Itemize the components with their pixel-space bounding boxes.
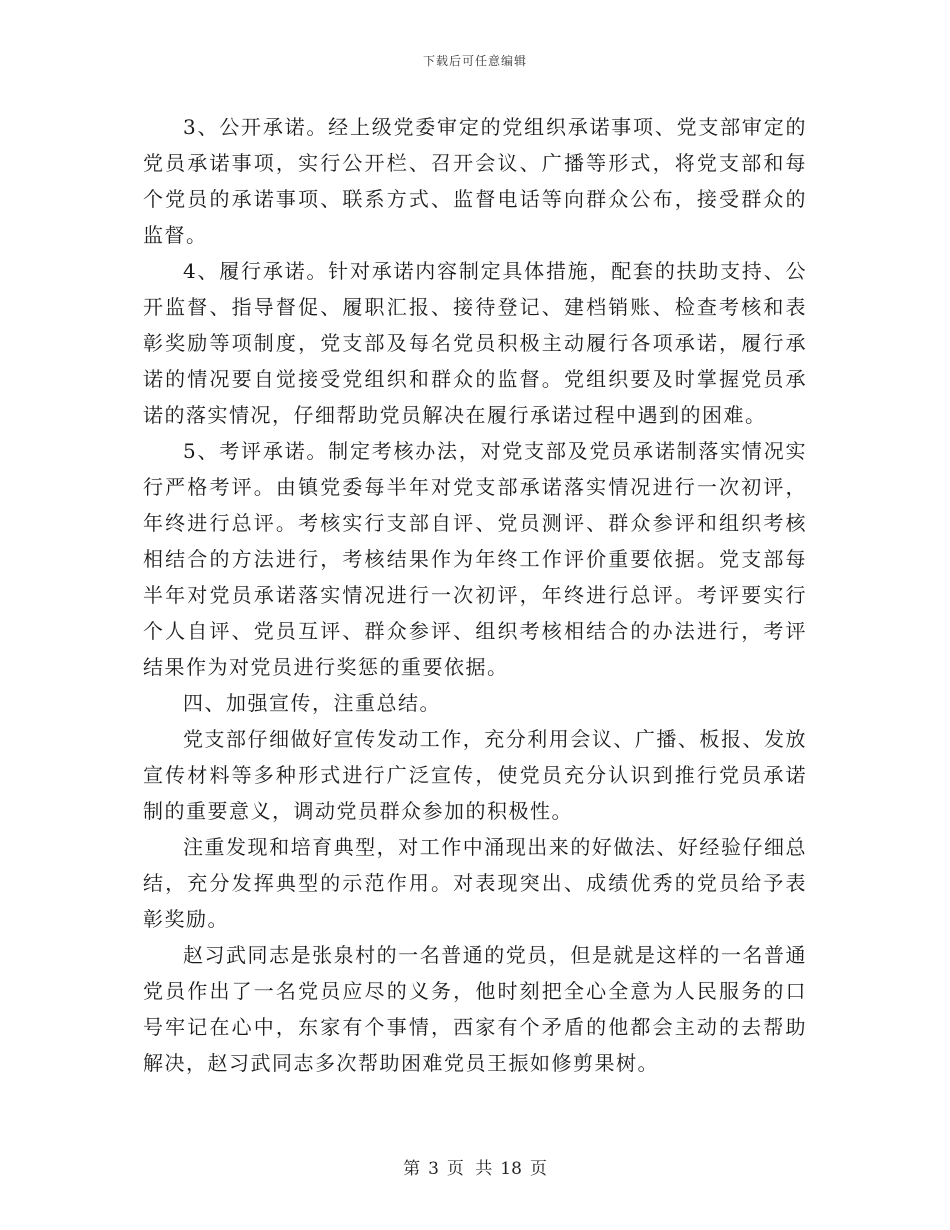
paragraph-evaluate-commitment: 5、考评承诺。制定考核办法，对党支部及党员承诺制落实情况实行严格考评。由镇党委每半年对党支部承诺落实情况进行一次初评，年终进行总评。考核实行支部自评、党员测评、群众参评和组织考核相结合的方法进行，考核结果作为年终工作评价重要依据。党支部每半年对党员承诺落实情况进行一次初评，年终进行总评。考评要实行个人自评、党员互评、群众参评、组织考核相结合的办法进行，考评结果作为对党员进行奖惩的重要依据。	[143, 439, 807, 679]
page-header: 下载后可任意编辑	[422, 54, 527, 68]
page-footer	[0, 1154, 950, 1179]
footer-prefix: 第	[403, 1159, 421, 1179]
footer-middle: 页 共	[446, 1159, 493, 1179]
footer-page-number: 3	[428, 1159, 439, 1179]
footer-suffix: 页	[529, 1159, 547, 1179]
document-body	[143, 109, 807, 1081]
footer-total-pages: 18	[500, 1159, 522, 1179]
section-heading-publicity: 四、加强宣传，注重总结。	[183, 691, 441, 715]
paragraph-public-commitment: 3、公开承诺。经上级党委审定的党组织承诺事项、党支部审定的党员承诺事项，实行公开栏、召开会议、广播等形式，将党支部和每个党员的承诺事项、联系方式、监督电话等向群众公布，接受群众的监督。	[143, 115, 807, 247]
paragraph-zhao-xiwu: 赵习武同志是张泉村的一名普通的党员，但是就是这样的一名普通党员作出了一名党员应尽的义务，他时刻把全心全意为人民服务的口号牢记在心中，东家有个事情，西家有个矛盾的他都会主动的去帮助解决，赵习武同志多次帮助困难党员王振如修剪果树。	[143, 943, 807, 1075]
paragraph-publicity-work: 党支部仔细做好宣传发动工作，充分利用会议、广播、板报、发放宣传材料等多种形式进行广泛宣传，使党员充分认识到推行党员承诺制的重要意义，调动党员群众参加的积极性。	[143, 727, 807, 823]
paragraph-cultivate-models: 注重发现和培育典型，对工作中涌现出来的好做法、好经验仔细总结，充分发挥典型的示范作用。对表现突出、成绩优秀的党员给予表彰奖励。	[143, 835, 807, 931]
paragraph-fulfill-commitment: 4、履行承诺。针对承诺内容制定具体措施，配套的扶助支持、公开监督、指导督促、履职汇报、接待登记、建档销账、检查考核和表彰奖励等项制度，党支部及每名党员积极主动履行各项承诺，履行承诺的情况要自觉接受党组织和群众的监督。党组织要及时掌握党员承诺的落实情况，仔细帮助党员解决在履行承诺过程中遇到的困难。	[143, 259, 807, 427]
